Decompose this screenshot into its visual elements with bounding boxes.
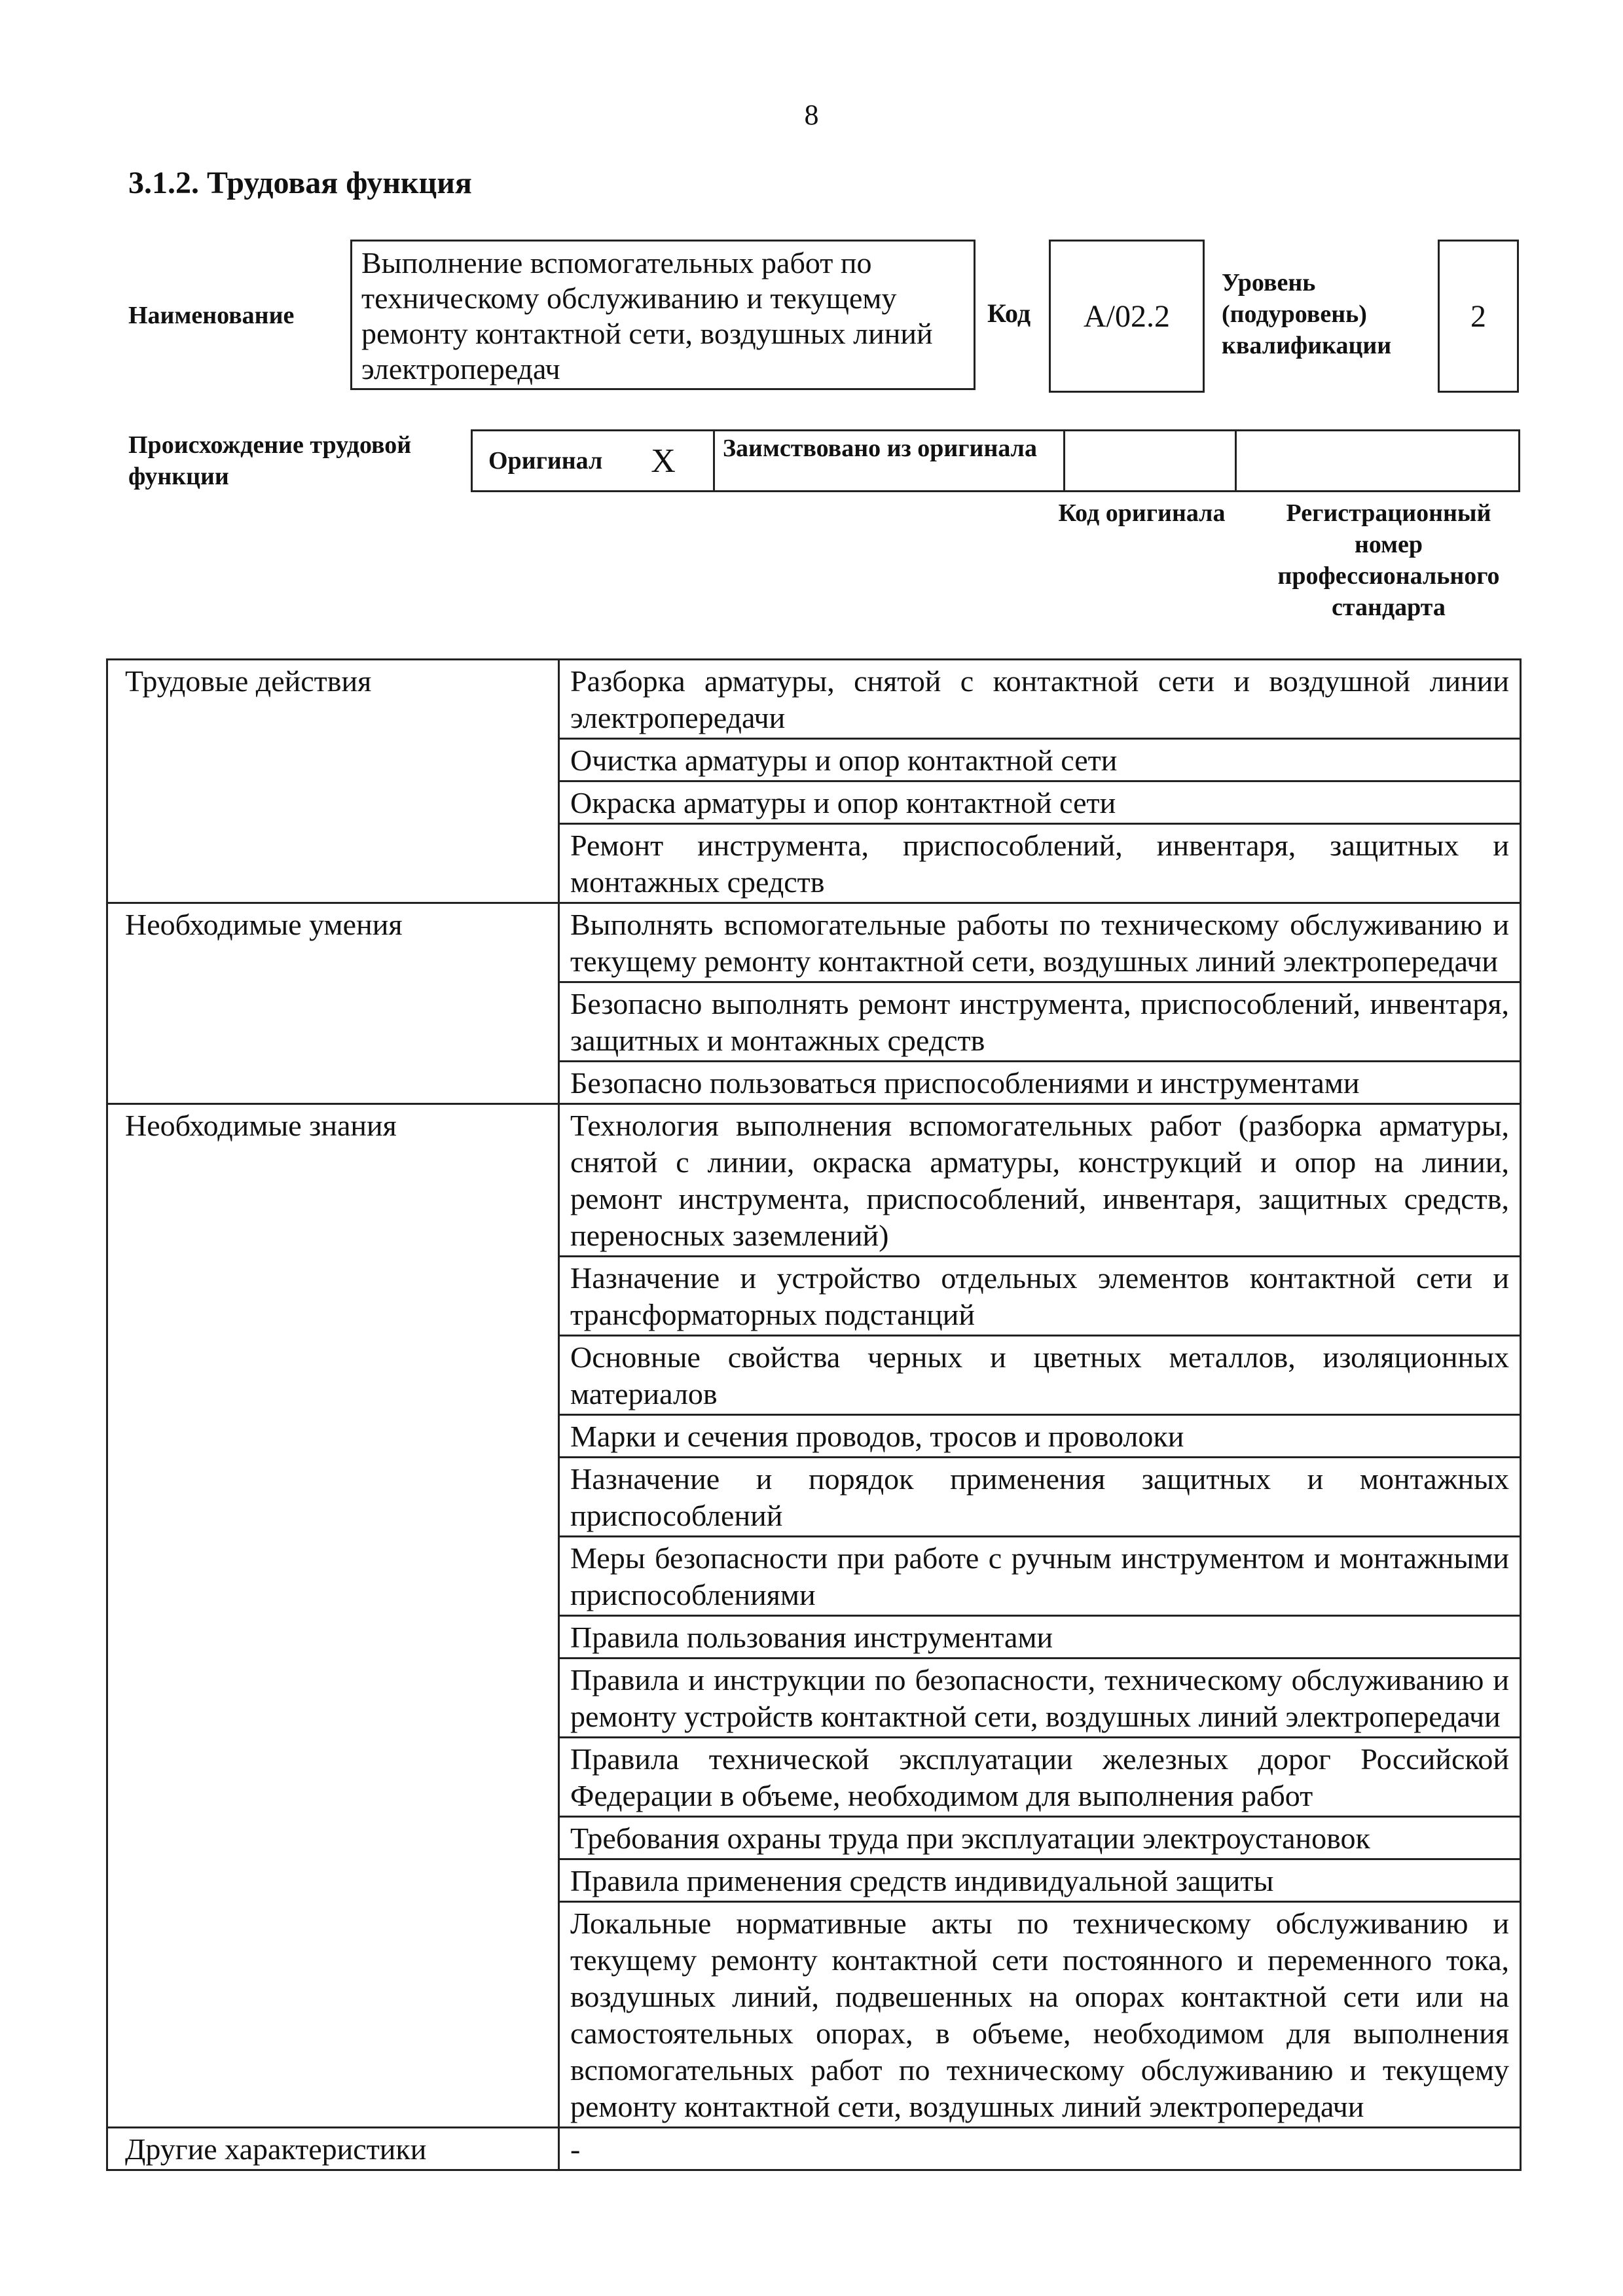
list-item: Назначение и устройство отдельных элементов контактной сети и трансформаторных подстанций xyxy=(559,1257,1521,1336)
code-value-box xyxy=(1049,240,1205,393)
code-label: Код xyxy=(987,298,1031,328)
borrowed-label: Заимствовано из оригинала xyxy=(715,431,1065,490)
section-title: 3.1.2. Трудовая функция xyxy=(128,166,472,200)
level-value-box xyxy=(1438,240,1519,393)
list-item: Локальные нормативные акты по техническому обслуживанию и текущему ремонту контактной сети постоянного и переменного тока, воздушных линий, подвешенных на опорах контактной сети или на самостоятельных опорах, в объеме, необходимом для выполнения вспомогательных работ по техническому обслуживанию и текущему ремонту контактной сети, воздушных линий электропередачи xyxy=(559,1902,1521,2128)
list-item: Правила технической эксплуатации железных дорог Российской Федерации в объеме, необходимом для выполнения работ xyxy=(559,1738,1521,1817)
level-value: 2 xyxy=(1470,298,1486,334)
list-item: Марки и сечения проводов, тросов и проволоки xyxy=(559,1415,1521,1458)
table-row xyxy=(107,903,1521,982)
list-item: Ремонт инструмента, приспособлений, инвентаря, защитных и монтажных средств xyxy=(559,824,1521,903)
list-item: Разборка арматуры, снятой с контактной сети и воздушной линии электропередачи xyxy=(559,660,1521,739)
code-value: А/02.2 xyxy=(1084,298,1170,334)
list-item: Меры безопасности при работе с ручным инструментом и монтажными приспособлениями xyxy=(559,1537,1521,1616)
origin-original-cell xyxy=(473,431,715,490)
list-item: Технология выполнения вспомогательных работ (разборка арматуры, снятой с линии, окраска арматуры, конструкций и опор на линии, ремонт инструмента, приспособлений, инвентаря, защитных средств, переносных заземлений) xyxy=(559,1104,1521,1257)
list-item: - xyxy=(559,2128,1521,2170)
table-row xyxy=(107,660,1521,739)
code-original-cell xyxy=(1065,431,1237,490)
category-labor-actions: Трудовые действия xyxy=(107,660,559,903)
origin-label: Происхождение трудовой функции xyxy=(128,431,412,490)
category-required-skills: Необходимые умения xyxy=(107,903,559,1104)
table-row xyxy=(107,2128,1521,2170)
reg-number-cell xyxy=(1237,431,1518,490)
category-required-knowledge: Необходимые знания xyxy=(107,1104,559,2128)
code-original-label: Код оригинала xyxy=(1058,499,1226,527)
list-item: Назначение и порядок применения защитных и монтажных приспособлений xyxy=(559,1458,1521,1537)
level-label: Уровень (подуровень) квалификации xyxy=(1222,269,1392,359)
list-item: Безопасно выполнять ремонт инструмента, приспособлений, инвентаря, защитных и монтажных средств xyxy=(559,982,1521,1062)
list-item: Правила пользования инструментами xyxy=(559,1616,1521,1659)
list-item: Требования охраны труда при эксплуатации электроустановок xyxy=(559,1817,1521,1859)
table-row xyxy=(107,1104,1521,1257)
original-mark: X xyxy=(651,442,676,480)
list-item: Окраска арматуры и опор контактной сети xyxy=(559,781,1521,824)
list-item: Правила и инструкции по безопасности, техническому обслуживанию и ремонту устройств контактной сети, воздушных линий электропередачи xyxy=(559,1659,1521,1738)
reg-number-label: Регистрационный номер профессионального стандарта xyxy=(1277,499,1500,621)
list-item: Выполнять вспомогательные работы по техническому обслуживанию и текущему ремонту контактной сети, воздушных линий электропередачи xyxy=(559,903,1521,982)
category-other-characteristics: Другие характеристики xyxy=(107,2128,559,2170)
list-item: Очистка арматуры и опор контактной сети xyxy=(559,739,1521,781)
function-details-table xyxy=(106,658,1522,2171)
page-number: 8 xyxy=(804,99,819,131)
function-name-value: Выполнение вспомогательных работ по техническому обслуживанию и текущему ремонту контактной сети, воздушных линий электропередач xyxy=(350,240,976,390)
list-item: Основные свойства черных и цветных металлов, изоляционных материалов xyxy=(559,1336,1521,1415)
name-label: Наименование xyxy=(128,302,295,329)
list-item: Правила применения средств индивидуальной защиты xyxy=(559,1859,1521,1902)
original-label: Оригинал xyxy=(488,447,603,475)
origin-row xyxy=(471,429,1520,492)
list-item: Безопасно пользоваться приспособлениями и инструментами xyxy=(559,1062,1521,1104)
